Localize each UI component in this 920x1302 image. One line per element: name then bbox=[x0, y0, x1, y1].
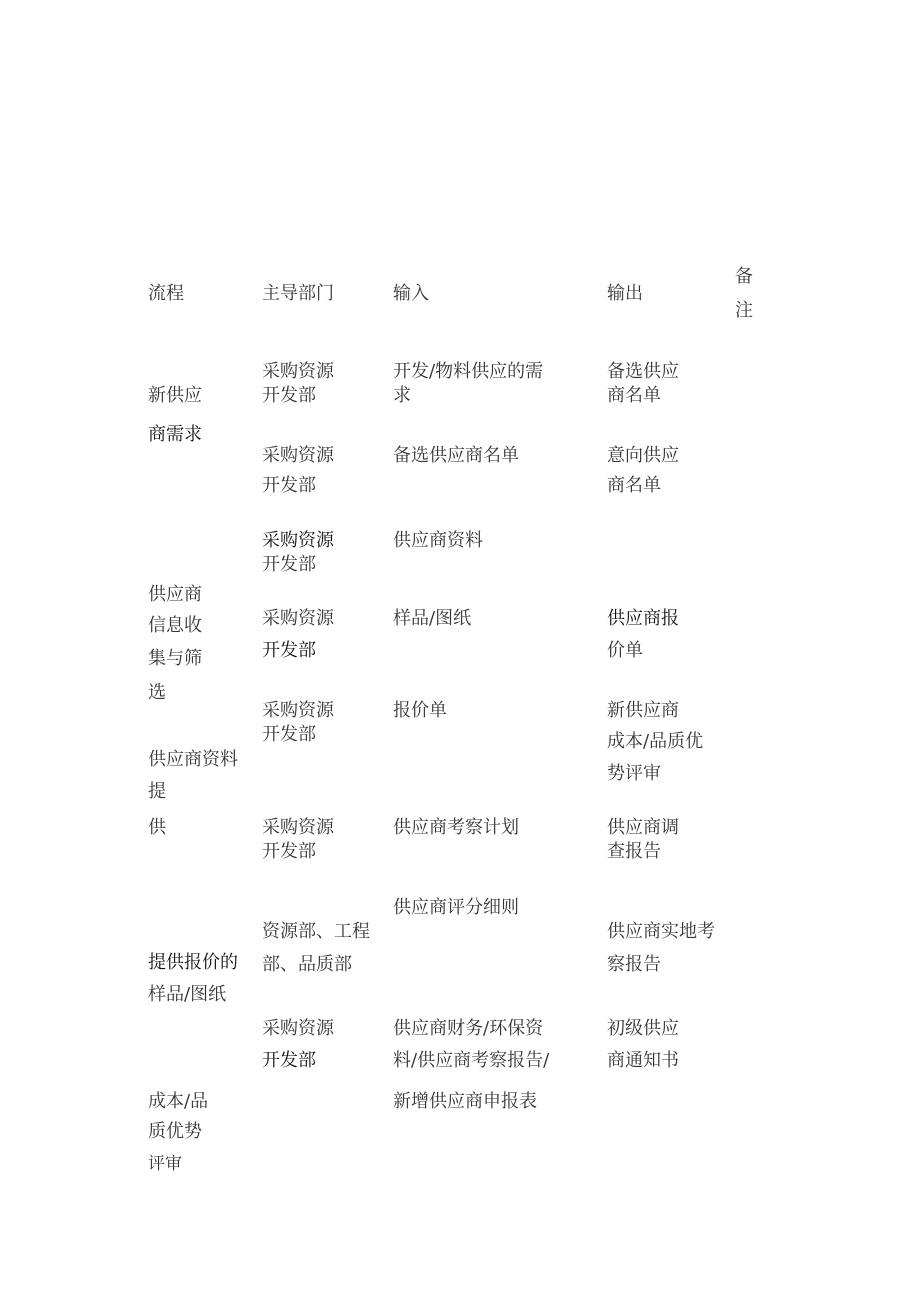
process-label: 供应商资料 bbox=[148, 749, 238, 770]
row-input-line2: 料/供应商考察报告/ bbox=[393, 1050, 550, 1071]
row-dept-line2: 开发部 bbox=[262, 724, 316, 745]
row-input-line1: 供应商资料 bbox=[393, 530, 483, 551]
row-dept-line1: 采购资源 bbox=[262, 1018, 334, 1039]
header-lead-dept: 主导部门 bbox=[262, 283, 334, 304]
row-dept-line1: 采购资源 bbox=[262, 530, 334, 551]
header-process: 流程 bbox=[148, 283, 184, 304]
process-label: 商需求 bbox=[148, 424, 202, 445]
row-dept-line1: 资源部、工程 bbox=[262, 921, 370, 942]
row-output-line1: 供应商调 bbox=[607, 817, 679, 838]
row-output-line2: 查报告 bbox=[607, 841, 661, 862]
row-output-line2: 商名单 bbox=[607, 385, 661, 406]
process-label: 样品/图纸 bbox=[148, 984, 227, 1005]
row-output-line1: 供应商报 bbox=[607, 608, 679, 629]
row-dept-line2: 开发部 bbox=[262, 841, 316, 862]
process-label: 新供应 bbox=[148, 385, 202, 406]
process-label: 提 bbox=[148, 781, 166, 802]
process-label: 供 bbox=[148, 817, 166, 838]
row-output-line2: 成本/品质优 bbox=[607, 731, 704, 752]
row-output-line2: 价单 bbox=[607, 640, 643, 661]
row-input-line1: 供应商评分细则 bbox=[393, 897, 519, 918]
process-label: 集与筛 bbox=[148, 648, 202, 669]
row-input-line1: 备选供应商名单 bbox=[393, 445, 519, 466]
row-output-line3: 势评审 bbox=[607, 763, 661, 784]
row-dept-line2: 开发部 bbox=[262, 385, 316, 406]
row-output-line1: 初级供应 bbox=[607, 1018, 679, 1039]
row-input-line1: 开发/物料供应的需 bbox=[393, 361, 544, 382]
row-dept-line2: 部、品质部 bbox=[262, 954, 352, 975]
row-input-line3: 新增供应商申报表 bbox=[393, 1091, 537, 1112]
process-label: 信息收 bbox=[148, 615, 202, 636]
row-output-line1: 供应商实地考 bbox=[607, 921, 715, 942]
row-input-line1: 报价单 bbox=[393, 700, 447, 721]
row-dept-line1: 采购资源 bbox=[262, 445, 334, 466]
process-label: 质优势 bbox=[148, 1121, 202, 1142]
process-label: 成本/品 bbox=[148, 1091, 209, 1112]
row-dept-line1: 采购资源 bbox=[262, 608, 334, 629]
row-dept-line2: 开发部 bbox=[262, 640, 316, 661]
row-dept-line2: 开发部 bbox=[262, 475, 316, 496]
row-output-line2: 察报告 bbox=[607, 954, 661, 975]
header-input: 输入 bbox=[393, 283, 429, 304]
row-output-line2: 商通知书 bbox=[607, 1050, 679, 1071]
row-dept-line1: 采购资源 bbox=[262, 700, 334, 721]
row-input-line2: 求 bbox=[393, 385, 411, 406]
row-output-line1: 新供应商 bbox=[607, 700, 679, 721]
row-dept-line2: 开发部 bbox=[262, 554, 316, 575]
header-output: 输出 bbox=[607, 283, 643, 304]
row-dept-line2: 开发部 bbox=[262, 1050, 316, 1071]
row-output-line1: 备选供应 bbox=[607, 361, 679, 382]
row-dept-line1: 采购资源 bbox=[262, 361, 334, 382]
process-label: 供应商 bbox=[148, 584, 202, 605]
header-remark-line1: 备 bbox=[735, 266, 753, 287]
row-output-line2: 商名单 bbox=[607, 475, 661, 496]
process-label: 选 bbox=[148, 682, 166, 703]
row-input-line1: 供应商财务/环保资 bbox=[393, 1018, 544, 1039]
row-input-line1: 样品/图纸 bbox=[393, 608, 472, 629]
process-label: 评审 bbox=[148, 1154, 182, 1174]
process-label: 提供报价的 bbox=[148, 952, 238, 973]
row-input-line1: 供应商考察计划 bbox=[393, 817, 519, 838]
row-output-line1: 意向供应 bbox=[607, 445, 679, 466]
header-remark-line2: 注 bbox=[735, 300, 753, 321]
row-dept-line1: 采购资源 bbox=[262, 817, 334, 838]
